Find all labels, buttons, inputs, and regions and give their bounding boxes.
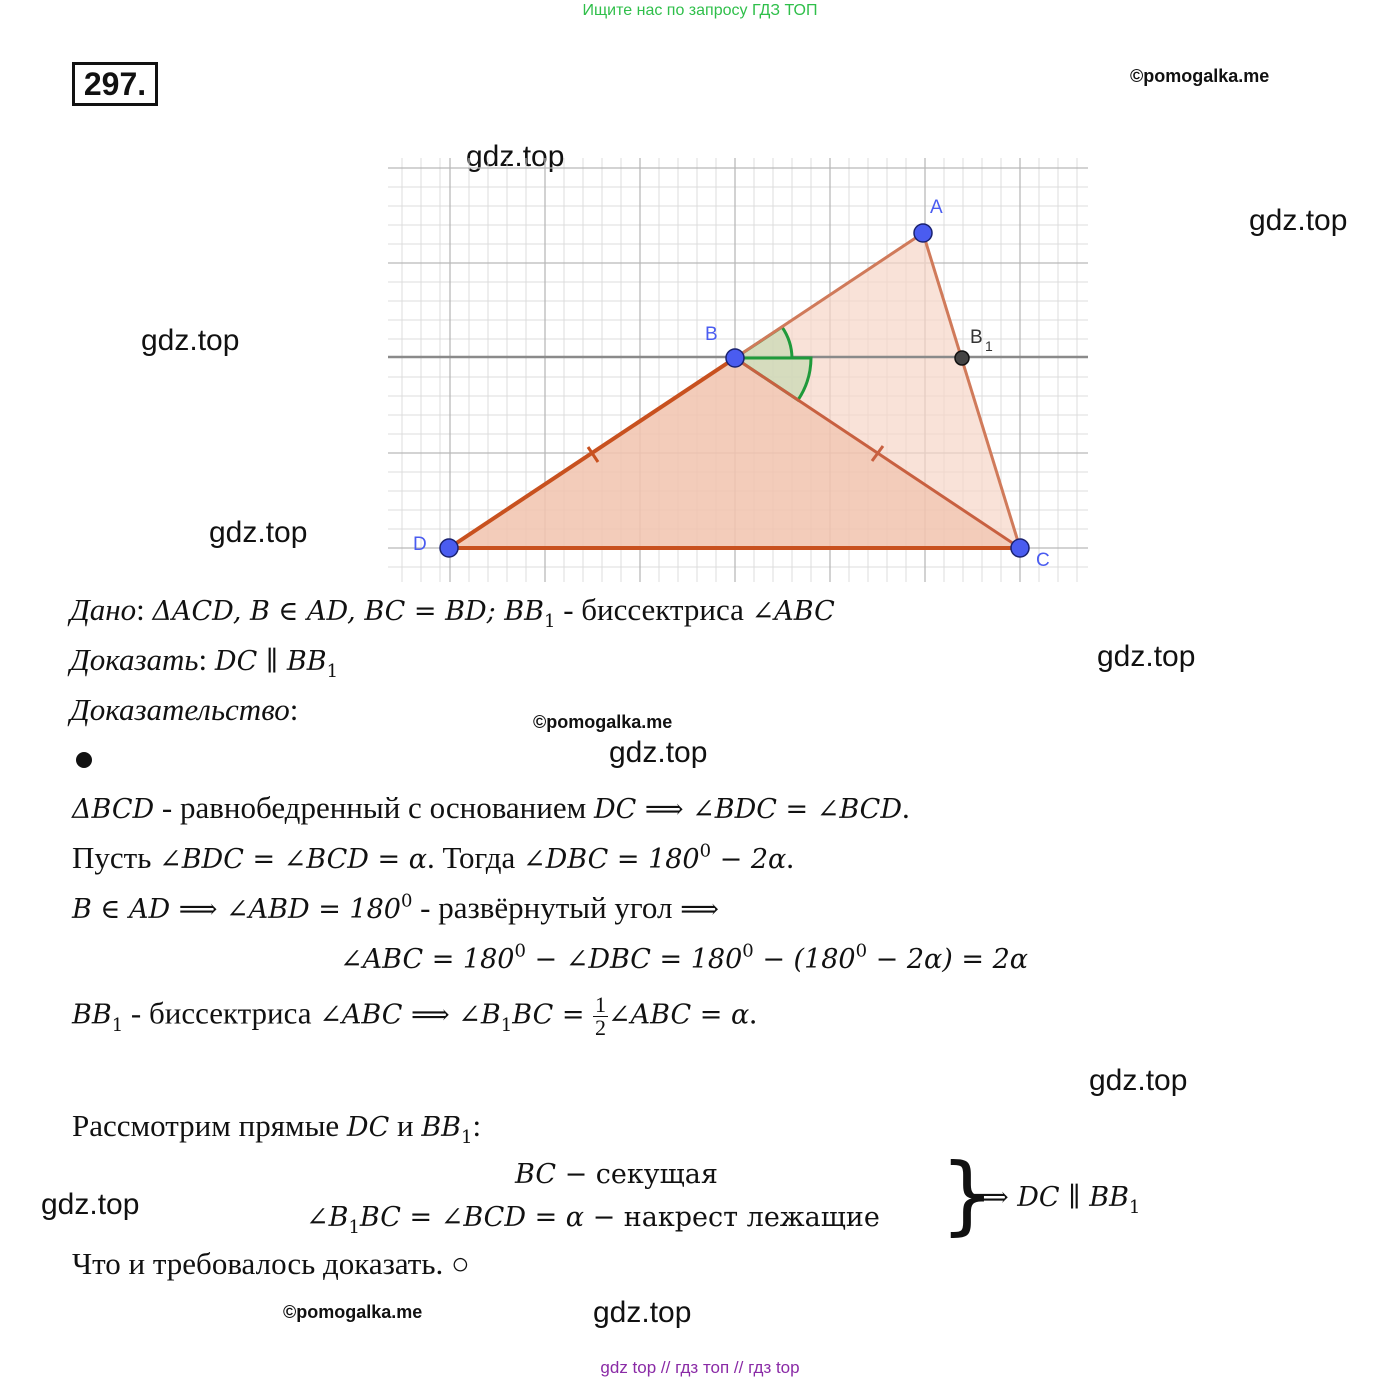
proof-line-5: $BB_1$ - биссектриса ∠ABC ⟹ $\angle B_1BC$ = $\frac{1}{2}$ ∠ABC = α.	[72, 992, 757, 1040]
top-banner[interactable]: Ищите нас по запросу ГДЗ ТОП	[582, 2, 818, 19]
system-result: ⟹ DC ∥ $BB_1$	[970, 1182, 1141, 1219]
copyright-notice: ©pomogalka.me	[1130, 66, 1270, 86]
point-d	[440, 539, 458, 557]
given-label: Дано	[70, 592, 137, 627]
proof-line-3: B ∈ AD ⟹ ∠ABD = $180^0$ - развёрнутый угол ⟹	[72, 890, 719, 925]
prove-label: Доказать	[70, 642, 199, 677]
watermark: gdz.top	[1249, 204, 1348, 237]
point-b1	[955, 351, 969, 365]
point-b	[726, 349, 744, 367]
bullet-marker	[76, 752, 92, 768]
proof-line-6: Рассмотрим прямые DC и $BB_1$:	[72, 1108, 482, 1149]
problem-number: 297.	[72, 62, 158, 106]
point-c	[1011, 539, 1029, 557]
watermark: gdz.top	[593, 1296, 692, 1329]
proof-line-2: Пусть ∠BDC = ∠BCD = α. Тогда ∠DBC = $180^0 - 2\alpha$.	[72, 840, 795, 875]
label-c: C	[1036, 550, 1050, 571]
proof-line-4: ∠ABC = $180^0$ − ∠DBC = $180^0 - (180^0 - 2\alpha) = 2\alpha$	[340, 940, 1028, 975]
conclusion-line: Что и требовалось доказать. ○	[72, 1246, 470, 1281]
watermark: gdz.top	[1097, 640, 1196, 673]
watermark: gdz.top	[466, 140, 565, 173]
watermark: gdz.top	[1089, 1064, 1188, 1097]
proof-line-1: ΔBCD - равнобедренный с основанием DC ⟹ ∠BDC = ∠BCD.	[72, 790, 910, 825]
copyright-notice: ©pomogalka.me	[283, 1302, 423, 1322]
label-a: A	[930, 197, 943, 218]
watermark: gdz.top	[41, 1188, 140, 1221]
watermark: gdz.top	[209, 516, 308, 549]
right-brace: }	[940, 1145, 995, 1245]
proof-label: Доказательство	[70, 692, 290, 727]
fraction-one-half: $\frac{1}{2}$	[595, 992, 607, 1040]
copyright-notice: ©pomogalka.me	[533, 712, 673, 732]
label-b: B	[705, 324, 718, 345]
geometry-figure	[386, 158, 1090, 586]
system-line-1: BC − секущая	[515, 1159, 718, 1190]
watermark: gdz.top	[141, 324, 240, 357]
system-line-2: $\angle B_1BC$ = ∠BCD = α − накрест лежащие	[306, 1202, 880, 1239]
given-line: Дано: ΔACD, B ∈ AD, BC = BD; $BB_1$ - биссектриса ∠ABC	[70, 592, 835, 633]
label-b1: B	[970, 327, 983, 348]
label-d: D	[413, 534, 427, 555]
proof-label-line: Доказательство:	[70, 692, 299, 727]
prove-line: Доказать: DC ∥ $BB_1$	[70, 642, 339, 683]
footer-links[interactable]: gdz top // гдз топ // гдз top	[600, 1358, 800, 1377]
label-b1-sub: 1	[985, 338, 993, 354]
point-a	[914, 224, 932, 242]
watermark: gdz.top	[609, 736, 708, 769]
